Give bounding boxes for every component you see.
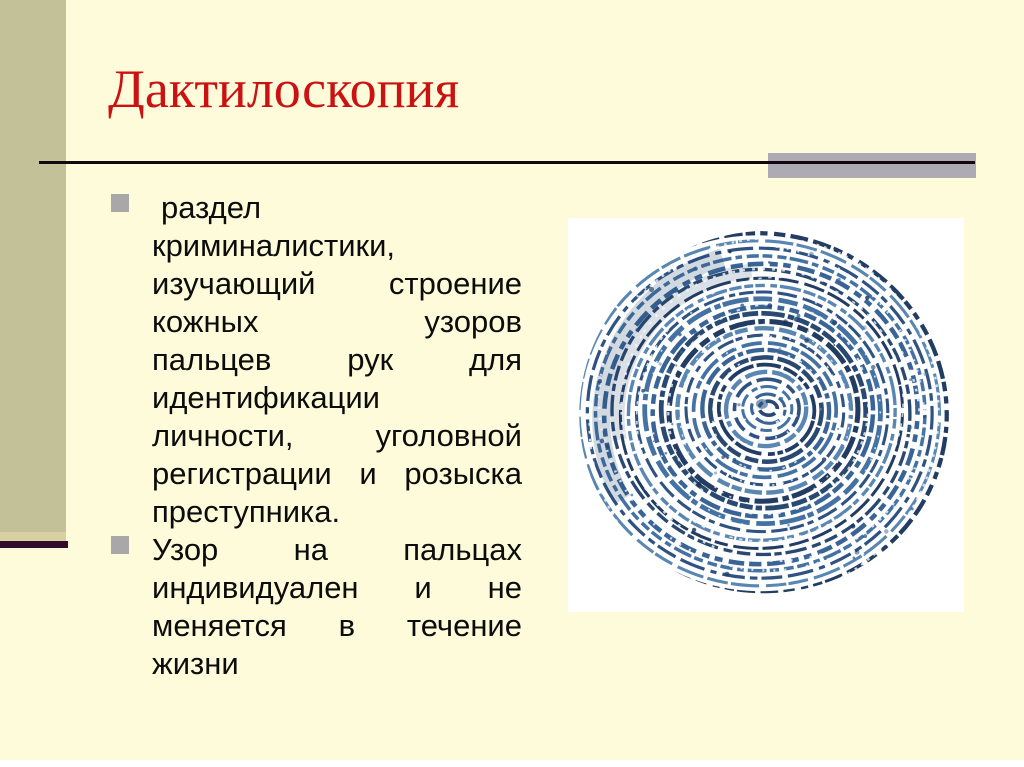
sidebar-accent-strip <box>0 532 66 541</box>
bullet-item <box>110 531 522 683</box>
text-line: преступника. <box>152 494 341 529</box>
text-line: регистрации и розыска <box>152 456 522 491</box>
sidebar-maroon-line <box>0 541 68 548</box>
text-line: меняется в течение <box>152 608 522 643</box>
text-line: индивидуален и не <box>152 570 522 605</box>
text-line: изучающий строение <box>152 266 522 301</box>
title-accent-bar <box>768 153 976 178</box>
text-line: криминалистики, <box>152 228 396 263</box>
bottom-white-strip <box>0 760 1024 767</box>
fingerprint-image <box>568 218 964 612</box>
text-line: пальцев рук для <box>152 342 522 377</box>
text-line: Узор на пальцах <box>152 532 522 567</box>
square-bullet-icon <box>111 194 129 212</box>
bullet-item <box>110 189 522 531</box>
text-line: раздел <box>161 190 262 225</box>
text-line: личности, уголовной <box>152 418 522 453</box>
slide-title: Дактилоскопия <box>108 59 460 119</box>
fingerprint-svg <box>568 218 964 612</box>
text-line: кожных узоров <box>152 304 522 339</box>
text-line: жизни <box>152 646 239 681</box>
sidebar-bar <box>0 0 66 532</box>
square-bullet-icon <box>111 536 129 554</box>
text-line: идентификации <box>152 380 380 415</box>
bullet-list <box>110 189 522 683</box>
title-rule <box>39 161 975 164</box>
